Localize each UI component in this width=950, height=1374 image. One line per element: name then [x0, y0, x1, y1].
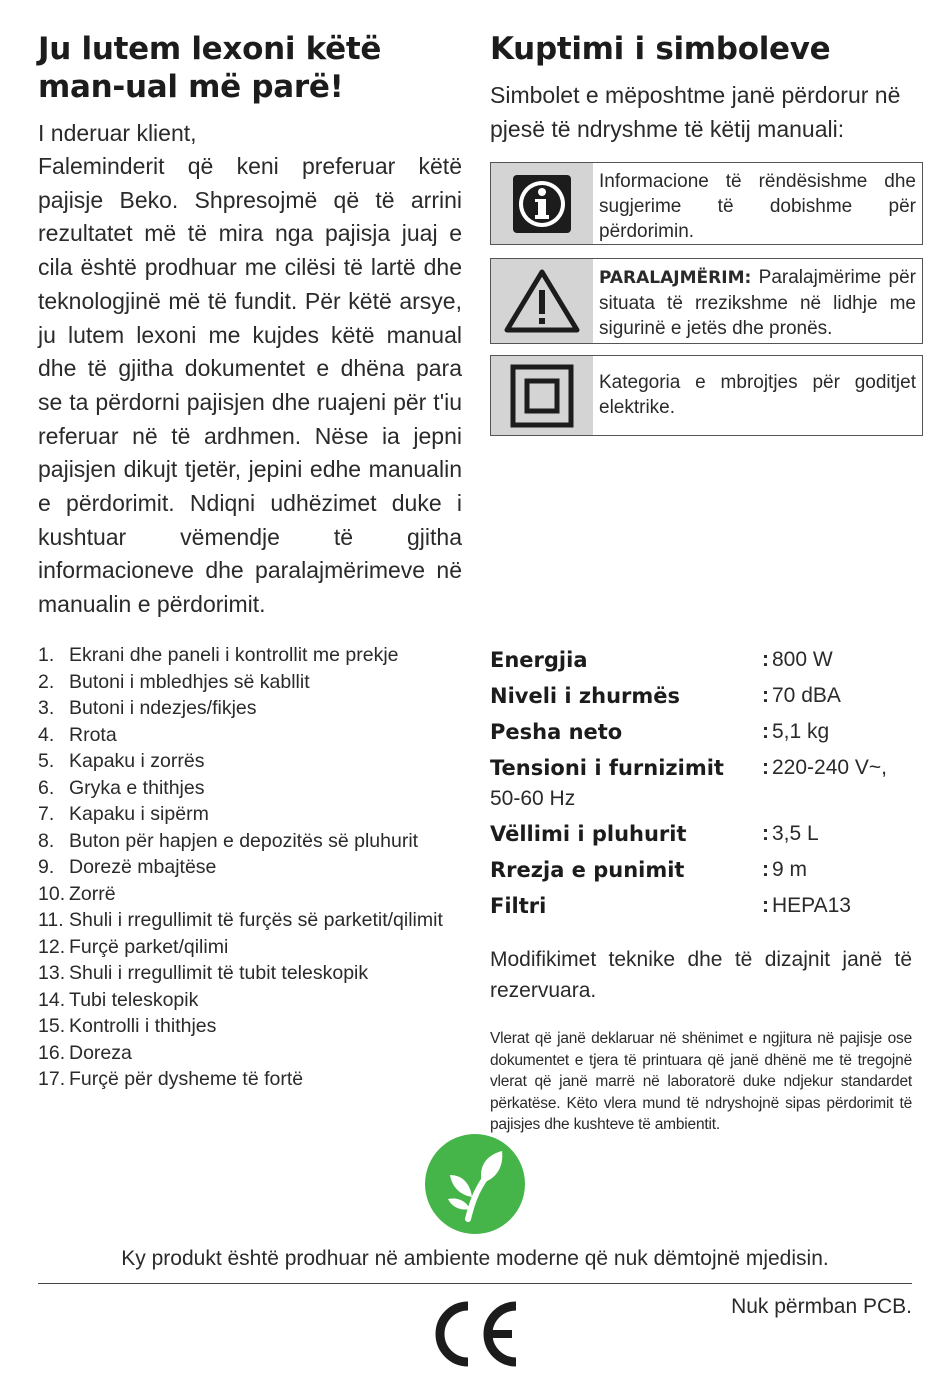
- spec-value: : 5,1 kg: [762, 720, 830, 743]
- parts-list-item: [38, 960, 468, 987]
- parts-list-label: Furçë për dysheme të fortë: [69, 1068, 304, 1090]
- parts-list-item: [38, 669, 468, 696]
- symbol-description: Paralajmërime për situata të rrezikshme në lidhje me sigurinë e jetës dhe pronës.: [599, 267, 916, 339]
- symbol-text-info: [599, 169, 916, 244]
- spec-row: [490, 679, 920, 715]
- page-title: [38, 30, 458, 106]
- parts-list-item: [38, 748, 468, 775]
- information-icon: [511, 173, 573, 235]
- symbols-intro: Simbolet e mëposhtme janë përdorur në pjesë të ndryshme të këtij manuali:: [490, 82, 901, 142]
- spec-value: : HEPA13: [762, 894, 851, 917]
- parts-list-number: 7.: [38, 803, 55, 825]
- page-title-text: Ju lutem lexoni këtë man-ual më parë!: [38, 31, 382, 105]
- parts-list-item: [38, 775, 468, 802]
- spec-value: : 70 dBA: [762, 684, 841, 707]
- warning-triangle-icon: [504, 268, 580, 334]
- parts-list-item: [38, 907, 468, 934]
- spec-value: : 9 m: [762, 858, 808, 881]
- symbol-box-warning: [490, 258, 923, 344]
- parts-list-item: [38, 1040, 468, 1067]
- parts-list-label: Shuli i rregullimit të furçës së parketit/qilimit: [69, 909, 443, 931]
- eco-statement: Ky produkt është prodhuar në ambiente moderne që nuk dëmtojnë mjedisin.: [121, 1247, 829, 1270]
- spec-row: [490, 853, 920, 889]
- parts-list-label: Dorezë mbajtëse: [69, 856, 217, 878]
- spec-row: [490, 715, 920, 751]
- symbols-title: Kuptimi i simboleve: [490, 31, 831, 67]
- parts-list-label: Ekrani dhe paneli i kontrollit me prekje: [69, 644, 399, 666]
- parts-list-item: [38, 1013, 468, 1040]
- parts-list-number: 6.: [38, 776, 55, 799]
- symbol-text-warning: [599, 265, 916, 341]
- parts-list-number: 5.: [38, 750, 55, 772]
- symbol-icon-cell: [491, 356, 593, 435]
- spec-value-continued: 50-60 Hz: [490, 787, 576, 810]
- parts-list-label: Furçë parket/qilimi: [69, 935, 229, 958]
- parts-list-number: 15.: [38, 1015, 66, 1037]
- spec-label: Filtri: [490, 894, 547, 918]
- spec-label: Energjia: [490, 648, 588, 672]
- parts-list: [38, 642, 468, 1093]
- parts-list-number: 16.: [38, 1041, 66, 1064]
- spec-label: Rrezja e punimit: [490, 858, 685, 882]
- disclaimer: Vlerat që janë deklaruar në shënimet e ngjitura në pajisje ose dokumentet e tjera të printuara që janë dhënë me të tregojnë vlerat që janë marrë në laboratorë duke ndjekur standardet përkatëse. Këto vlera mund të ndryshojnë sipas përdorimit të pajisjes dhe kushteve të ambientit.: [490, 1030, 912, 1133]
- parts-list-label: Butoni i ndezjes/fikjes: [69, 697, 257, 719]
- spec-row: [490, 643, 920, 679]
- symbol-text-insulation: [599, 370, 916, 420]
- parts-list-number: 12.: [38, 935, 66, 958]
- parts-list-item: [38, 934, 468, 961]
- spec-value: : 220-240 V~,: [762, 756, 888, 779]
- pcb-statement: Nuk përmban PCB.: [731, 1295, 912, 1318]
- spec-label: Tensioni i furnizimit: [490, 756, 724, 780]
- intro-paragraph: Faleminderit që keni preferuar këtë pajisje Beko. Shpresojmë që të arrini rezultatet më të mira nga pajisja juaj e cila është prodhuar me cilësi të lartë dhe teknologjinë më të fundit. Për këtë arsye, ju lutem lexoni me kujdes këtë manual dhe të gjitha dokumentet e dhëna para se ta përdorni pajisjen dhe ruajeni për t'iu referuar në të ardhmen. Nëse ia jepni pajisjen dikujt tjetër, jepini edhe manualin e përdorimit. Ndiqni udhëzimet duke i kushtuar vëmendje të gjitha informacioneve dhe paralajmërimeve në manualin e përdorimit.: [38, 153, 462, 618]
- parts-list-number: 11.: [38, 909, 64, 931]
- parts-list-label: Doreza: [69, 1041, 132, 1064]
- parts-list-label: Kapaku i sipërm: [69, 803, 209, 825]
- parts-list-label: Kontrolli i thithjes: [69, 1015, 217, 1037]
- parts-list-number: 10.: [38, 882, 66, 905]
- parts-list-label: Kapaku i zorrës: [69, 750, 205, 772]
- double-insulation-icon: [509, 363, 575, 429]
- spec-value: : 800 W: [762, 648, 833, 671]
- footer-divider: [38, 1283, 912, 1284]
- parts-list-item: [38, 828, 468, 855]
- symbol-description: Kategoria e mbrojtjes për goditjet elektrike.: [599, 372, 916, 418]
- warning-label: PARALAJMËRIM:: [599, 268, 752, 288]
- spec-row: [490, 817, 920, 853]
- parts-list-item: [38, 642, 468, 669]
- parts-list-number: 4.: [38, 723, 55, 746]
- parts-list-number: 8.: [38, 829, 55, 852]
- parts-list-label: Buton për hapjen e depozitës së pluhurit: [69, 829, 419, 852]
- technical-note: Modifikimet teknike dhe të dizajnit janë të rezervuara.: [490, 948, 912, 1002]
- spec-label: Vëllimi i pluhurit: [490, 822, 687, 846]
- spec-label: Niveli i zhurmës: [490, 684, 681, 708]
- parts-list-item: [38, 801, 468, 828]
- parts-list-item: [38, 1066, 468, 1093]
- parts-list-item: [38, 987, 468, 1014]
- spec-value: : 3,5 L: [762, 822, 819, 845]
- eco-leaf-icon: [424, 1133, 526, 1235]
- parts-list-label: Tubi teleskopik: [69, 988, 199, 1011]
- parts-list-number: 2.: [38, 670, 55, 693]
- greeting: I nderuar klient,: [38, 120, 197, 146]
- spec-row: [490, 751, 920, 817]
- parts-list-number: 1.: [38, 644, 55, 666]
- symbol-icon-cell: [491, 163, 593, 244]
- parts-list-item: [38, 695, 468, 722]
- spec-label: Pesha neto: [490, 720, 623, 744]
- specifications-table: [490, 643, 920, 925]
- symbol-box-info: [490, 162, 923, 245]
- ce-mark-icon: [428, 1300, 522, 1368]
- parts-list-label: Zorrë: [69, 882, 116, 905]
- symbol-box-insulation: [490, 355, 923, 436]
- parts-list-item: [38, 854, 468, 881]
- parts-list-number: 14.: [38, 988, 66, 1011]
- parts-list-number: 13.: [38, 962, 66, 984]
- parts-list-item: [38, 881, 468, 908]
- parts-list-label: Gryka e thithjes: [69, 776, 205, 799]
- symbol-description: Informacione të rëndësishme dhe sugjerime të dobishme për përdorimin.: [599, 171, 916, 242]
- symbol-icon-cell: [491, 259, 593, 343]
- parts-list-number: 9.: [38, 856, 55, 878]
- parts-list-item: [38, 722, 468, 749]
- parts-list-number: 3.: [38, 697, 55, 719]
- parts-list-label: Butoni i mbledhjes së kabllit: [69, 670, 310, 693]
- eco-circle: [425, 1134, 525, 1234]
- spec-row: [490, 889, 920, 925]
- parts-list-label: Rrota: [69, 723, 117, 746]
- parts-list-number: 17.: [38, 1068, 66, 1090]
- parts-list-label: Shuli i rregullimit të tubit teleskopik: [69, 962, 369, 984]
